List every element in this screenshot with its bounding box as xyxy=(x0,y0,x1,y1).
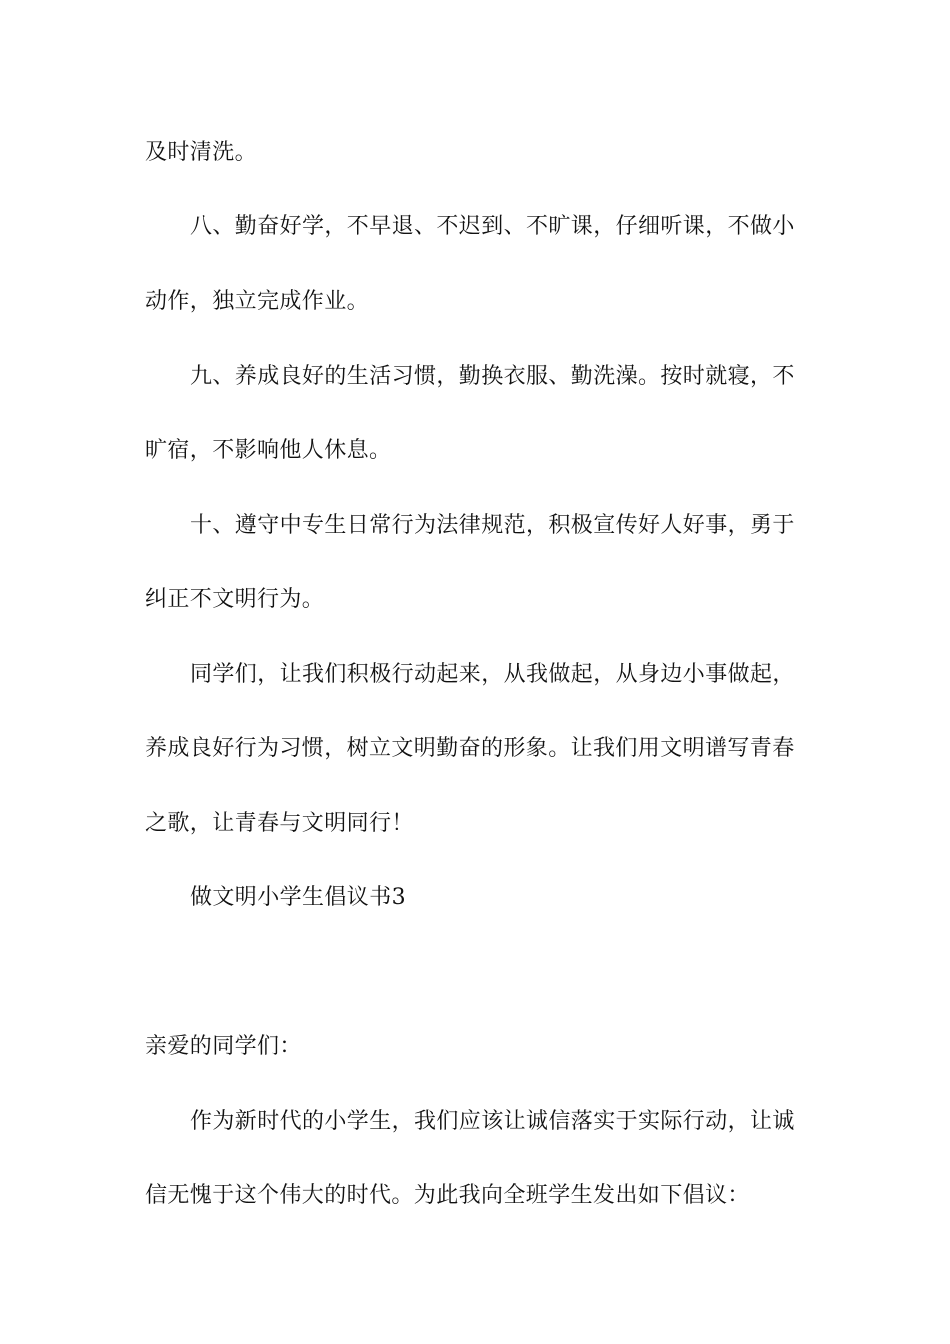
paragraph-line: 纠正不文明行为。 xyxy=(145,587,325,612)
paragraph-line: 养成良好行为习惯，树立文明勤奋的形象。让我们用文明谱写青春 xyxy=(145,736,795,761)
paragraph-line: 九、养成良好的生活习惯，勤换衣服、勤洗澡。按时就寝，不 xyxy=(190,364,795,389)
paragraph-line: 八、勤奋好学，不早退、不迟到、不旷课，仔细听课，不做小 xyxy=(190,214,795,239)
paragraph-line: 之歌，让青春与文明同行！ xyxy=(145,811,414,836)
paragraph-line: 同学们，让我们积极行动起来，从我做起，从身边小事做起， xyxy=(190,662,795,687)
paragraph-line: 旷宿，不影响他人休息。 xyxy=(145,438,392,463)
section-title: 做文明小学生倡议书3 xyxy=(190,885,406,910)
paragraph-line: 信无愧于这个伟大的时代。为此我向全班学生发出如下倡议： xyxy=(145,1183,750,1208)
paragraph-line: 及时清洗。 xyxy=(145,140,258,165)
paragraph-line: 动作，独立完成作业。 xyxy=(145,289,370,314)
salutation: 亲爱的同学们： xyxy=(145,1034,302,1059)
paragraph-line: 十、遵守中专生日常行为法律规范，积极宣传好人好事，勇于 xyxy=(190,513,795,538)
paragraph-line: 作为新时代的小学生，我们应该让诚信落实于实际行动，让诚 xyxy=(190,1109,795,1134)
